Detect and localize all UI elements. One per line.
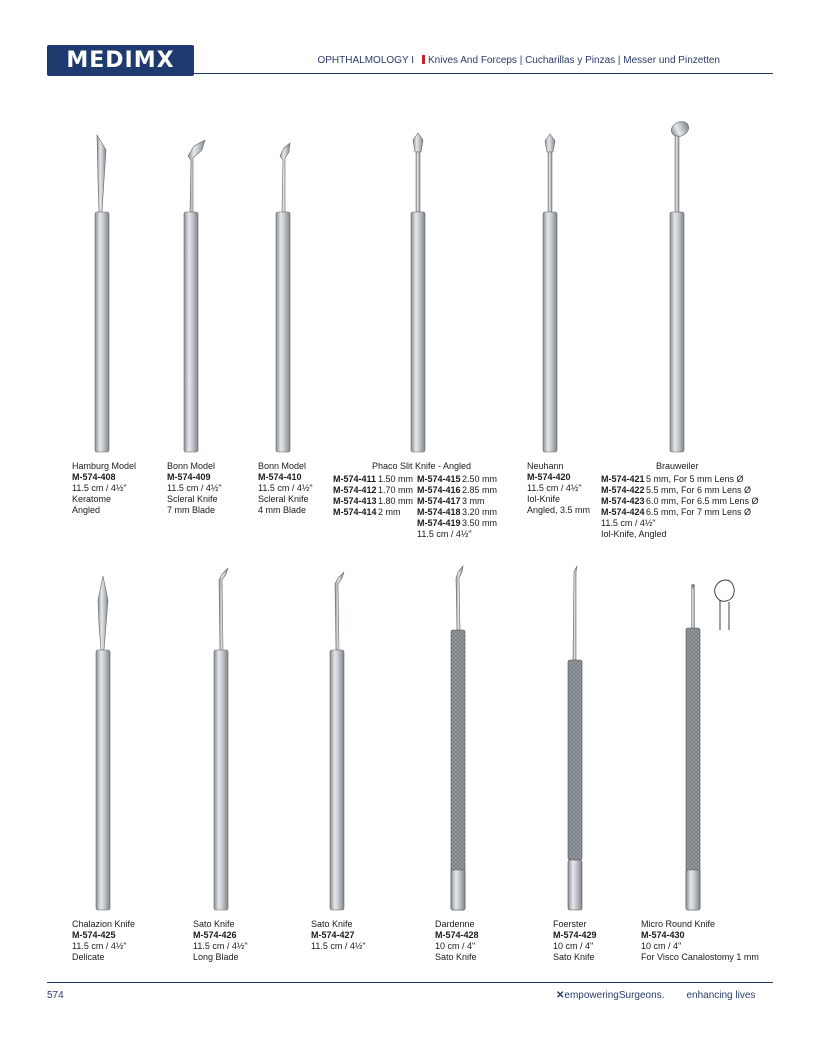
product-label-foerster xyxy=(553,919,597,963)
product-size: 3.50 mm xyxy=(462,518,498,528)
product-length: 11.5 cm / 4½" xyxy=(527,483,582,493)
slogan-text: enhancing lives xyxy=(686,990,756,1001)
product-size: 1.80 mm xyxy=(378,496,414,506)
product-name: Foerster xyxy=(553,919,587,929)
phaco-row xyxy=(417,518,497,529)
product-length: 11.5 cm / 4½" xyxy=(258,483,313,493)
tagline-text: empoweringSurgeons. xyxy=(564,990,665,1001)
product-length: 10 cm / 4" xyxy=(553,941,594,951)
bonn-scleral-knife-4mm-drawing xyxy=(276,143,290,452)
brauweiler-row xyxy=(601,507,751,518)
product-desc: 5 mm, For 5 mm Lens Ø xyxy=(646,474,744,484)
product-size: 1.70 mm xyxy=(378,485,414,495)
micro-round-knife-drawing xyxy=(686,584,700,910)
sato-knife-long-blade-drawing xyxy=(214,568,228,910)
phaco-row xyxy=(333,496,413,507)
product-length: 11.5 cm / 4½" xyxy=(193,941,248,951)
product-detail: Long Blade xyxy=(193,952,239,962)
product-desc: 6.0 mm, For 6.5 mm Lens Ø xyxy=(646,496,759,506)
logo-text: MEDIMX xyxy=(66,48,175,73)
foerster-sato-knife-drawing xyxy=(568,566,582,910)
product-code: M-574-409 xyxy=(167,472,211,482)
product-code: M-574-424 xyxy=(601,507,645,517)
product-size: 2 mm xyxy=(378,507,401,517)
product-name: Chalazion Knife xyxy=(72,919,136,929)
page-number: 574 xyxy=(47,990,64,1001)
product-label-dardenne xyxy=(435,919,479,963)
product-detail: Sato Knife xyxy=(435,952,477,962)
phaco-length: 11.5 cm / 4½" xyxy=(417,529,472,539)
phaco-row xyxy=(417,496,485,507)
product-label-hamburg xyxy=(72,461,136,516)
section-title: OPHTHALMOLOGY I xyxy=(317,55,414,66)
product-detail: 7 mm Blade xyxy=(167,505,216,515)
product-desc: 5.5 mm, For 6 mm Lens Ø xyxy=(646,485,752,495)
phaco-slit-knife-drawing xyxy=(411,133,425,452)
product-detail: Angled xyxy=(72,505,101,515)
brauweiler-iol-knife-drawing xyxy=(669,119,691,452)
product-type: Scleral Knife xyxy=(258,494,309,504)
product-type: Iol-Knife xyxy=(527,494,561,504)
product-size: 2.50 mm xyxy=(462,474,498,484)
product-code: M-574-423 xyxy=(601,496,645,506)
footer-tagline xyxy=(556,990,755,1001)
product-detail: Delicate xyxy=(72,952,105,962)
product-name: Bonn Model xyxy=(258,461,307,471)
dardenne-sato-knife-drawing xyxy=(451,566,465,910)
product-code: M-574-426 xyxy=(193,930,237,940)
product-code: M-574-422 xyxy=(601,485,645,495)
brauweiler-row xyxy=(601,496,759,507)
product-name: Dardenne xyxy=(435,919,475,929)
product-size: 1.50 mm xyxy=(378,474,414,484)
product-desc: 6.5 mm, For 7 mm Lens Ø xyxy=(646,507,752,517)
product-code: M-574-425 xyxy=(72,930,116,940)
product-code: M-574-428 xyxy=(435,930,479,940)
product-code: M-574-417 xyxy=(417,496,461,506)
product-code: M-574-413 xyxy=(333,496,377,506)
phaco-title: Phaco Slit Knife - Angled xyxy=(372,461,472,471)
product-label-sato-427 xyxy=(311,919,366,952)
product-detail: For Visco Canalostomy 1 mm xyxy=(641,952,759,962)
brauweiler-row xyxy=(601,485,751,496)
product-code: M-574-421 xyxy=(601,474,645,484)
product-type: Scleral Knife xyxy=(167,494,218,504)
phaco-row xyxy=(333,474,413,485)
product-code: M-574-420 xyxy=(527,472,571,482)
footer-rule xyxy=(47,982,773,983)
product-label-neuhann xyxy=(527,461,590,516)
product-code: M-574-418 xyxy=(417,507,461,517)
product-name: Hamburg Model xyxy=(72,461,137,471)
phaco-row xyxy=(417,474,497,485)
product-label-sato-426 xyxy=(193,919,248,963)
product-code: M-574-430 xyxy=(641,930,685,940)
brauweiler-length: 11.5 cm / 4½" xyxy=(601,518,656,528)
phaco-row xyxy=(417,485,497,496)
brauweiler-note: Iol-Knife, Angled xyxy=(601,529,667,539)
product-size: 3.20 mm xyxy=(462,507,498,517)
product-code: M-574-414 xyxy=(333,507,377,517)
product-code: M-574-415 xyxy=(417,474,461,484)
product-code: M-574-427 xyxy=(311,930,355,940)
product-length: 10 cm / 4" xyxy=(641,941,682,951)
product-detail: Angled, 3.5 mm xyxy=(527,505,591,515)
product-name: Sato Knife xyxy=(193,919,235,929)
product-type: Keratome xyxy=(72,494,112,504)
hamburg-keratome-drawing xyxy=(95,135,109,452)
product-length: 11.5 cm / 4½" xyxy=(72,483,127,493)
product-length: 11.5 cm / 4½" xyxy=(167,483,222,493)
product-label-micro-round xyxy=(641,919,759,963)
product-size: 3 mm xyxy=(462,496,485,506)
product-code: M-574-429 xyxy=(553,930,597,940)
product-code: M-574-410 xyxy=(258,472,302,482)
brauweiler-title: Brauweiler xyxy=(656,461,699,471)
product-name: Neuhann xyxy=(527,461,564,471)
product-detail: 4 mm Blade xyxy=(258,505,307,515)
product-length: 11.5 cm / 4½" xyxy=(72,941,127,951)
product-length: 11.5 cm / 4½" xyxy=(311,941,366,951)
product-label-bonn-409 xyxy=(167,461,222,516)
phaco-row xyxy=(417,507,497,518)
phaco-row xyxy=(333,507,401,518)
header-subtitle: Knives And Forceps | Cucharillas y Pinzas | Messer und Pinzetten xyxy=(428,55,720,66)
product-name: Bonn Model xyxy=(167,461,216,471)
product-code: M-574-411 xyxy=(333,474,377,484)
product-name: Micro Round Knife xyxy=(641,919,716,929)
product-code: M-574-419 xyxy=(417,518,461,528)
brauweiler-row xyxy=(601,474,744,485)
sato-knife-drawing xyxy=(330,572,344,910)
product-label-chalazion xyxy=(72,919,135,963)
product-size: 2.85 mm xyxy=(462,485,498,495)
medimx-x-icon: ✕ xyxy=(556,990,565,1001)
chalazion-knife-drawing xyxy=(96,576,110,910)
product-code: M-574-408 xyxy=(72,472,116,482)
product-code: M-574-412 xyxy=(333,485,377,495)
product-code: M-574-416 xyxy=(417,485,461,495)
product-name: Sato Knife xyxy=(311,919,353,929)
micro-round-knife-tip-detail-drawing xyxy=(715,580,734,630)
product-length: 10 cm / 4" xyxy=(435,941,476,951)
neuhann-iol-knife-drawing xyxy=(543,134,557,452)
phaco-row xyxy=(333,485,413,496)
product-detail: Sato Knife xyxy=(553,952,595,962)
bonn-scleral-knife-7mm-drawing xyxy=(184,140,205,452)
product-label-bonn-410 xyxy=(258,461,313,516)
